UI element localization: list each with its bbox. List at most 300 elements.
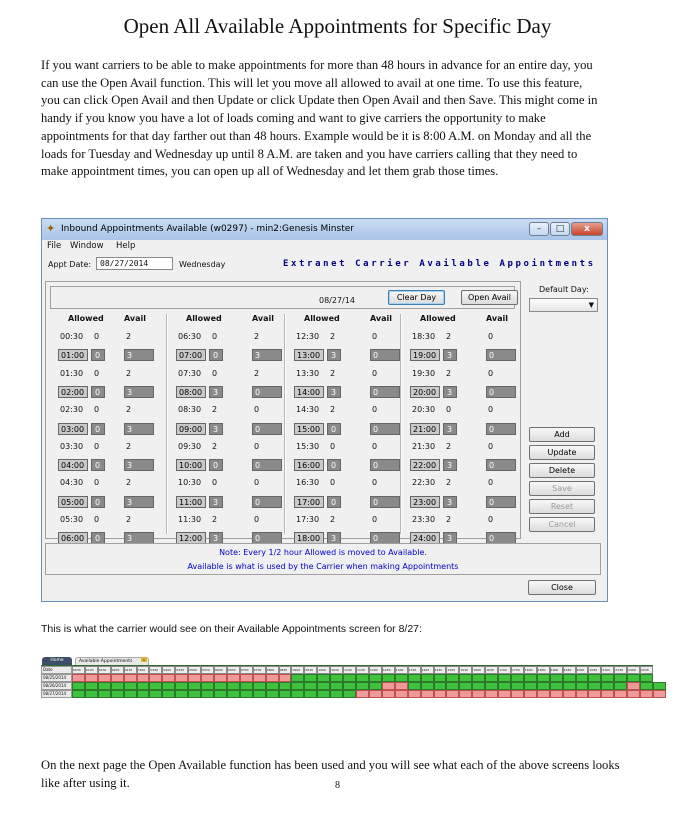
slot-time[interactable]: 10:00 <box>176 459 206 471</box>
avail-value[interactable]: 0 <box>488 332 494 341</box>
available-slot[interactable] <box>253 690 266 698</box>
slot-time[interactable]: 22:00 <box>410 459 440 471</box>
slot-time[interactable]: 17:30 <box>296 515 320 524</box>
allowed-value[interactable]: 0 <box>94 405 100 415</box>
taken-slot[interactable] <box>395 690 408 698</box>
avail-value[interactable]: 0 <box>252 423 282 435</box>
slot-time[interactable]: 24:00 <box>410 532 440 544</box>
allowed-value[interactable]: 0 <box>327 496 341 508</box>
available-slot[interactable] <box>124 690 137 698</box>
allowed-value[interactable]: 3 <box>209 423 223 435</box>
allowed-value[interactable]: 0 <box>91 423 105 435</box>
slot-time[interactable]: 09:30 <box>178 441 202 451</box>
slot-time[interactable]: 17:00 <box>294 496 324 508</box>
allowed-value[interactable]: 3 <box>443 496 457 508</box>
slot-time[interactable]: 02:00 <box>58 386 88 398</box>
taken-slot[interactable] <box>240 674 253 682</box>
taken-slot[interactable] <box>653 690 666 698</box>
allowed-value[interactable]: 3 <box>443 386 457 398</box>
slot-time[interactable]: 06:30 <box>178 332 202 341</box>
slot-time[interactable]: 23:00 <box>410 496 440 508</box>
avail-value[interactable]: 0 <box>372 332 378 341</box>
avail-value[interactable]: 3 <box>124 459 154 471</box>
available-slot[interactable] <box>317 690 330 698</box>
available-slot[interactable] <box>588 682 601 690</box>
title-bar[interactable] <box>42 219 607 240</box>
allowed-value[interactable]: 0 <box>327 459 341 471</box>
slot-time[interactable]: 21:00 <box>410 423 440 435</box>
taken-slot[interactable] <box>369 690 382 698</box>
taken-slot[interactable] <box>201 674 214 682</box>
available-slot[interactable] <box>498 674 511 682</box>
taken-slot[interactable] <box>188 674 201 682</box>
avail-value[interactable]: 3 <box>124 496 154 508</box>
taken-slot[interactable] <box>472 690 485 698</box>
available-slot[interactable] <box>601 682 614 690</box>
available-slot[interactable] <box>124 682 137 690</box>
allowed-value[interactable]: 2 <box>446 441 452 451</box>
slot-time[interactable]: 02:30 <box>60 405 84 415</box>
available-slot[interactable] <box>291 674 304 682</box>
avail-value[interactable]: 0 <box>254 478 260 488</box>
avail-value[interactable]: 2 <box>126 332 132 341</box>
available-slot[interactable] <box>330 682 343 690</box>
taken-slot[interactable] <box>253 674 266 682</box>
slot-time[interactable]: 22:30 <box>412 478 436 488</box>
slot-time[interactable]: 04:30 <box>60 478 84 488</box>
avail-value[interactable]: 0 <box>252 496 282 508</box>
available-slot[interactable] <box>627 674 640 682</box>
avail-value[interactable]: 2 <box>126 405 132 415</box>
available-slot[interactable] <box>304 682 317 690</box>
available-slot[interactable] <box>175 682 188 690</box>
taken-slot[interactable] <box>382 690 395 698</box>
update-button[interactable]: Update <box>529 445 595 460</box>
taken-slot[interactable] <box>175 674 188 682</box>
avail-value[interactable]: 0 <box>370 386 400 398</box>
available-slot[interactable] <box>343 690 356 698</box>
allowed-value[interactable]: 3 <box>209 496 223 508</box>
available-slot[interactable] <box>369 674 382 682</box>
slot-time[interactable]: 10:30 <box>178 478 202 488</box>
allowed-value[interactable]: 0 <box>212 478 218 488</box>
available-slot[interactable] <box>137 690 150 698</box>
avail-value[interactable]: 2 <box>126 441 132 451</box>
available-slot[interactable] <box>343 682 356 690</box>
allowed-value[interactable]: 2 <box>330 368 336 378</box>
available-slot[interactable] <box>408 682 421 690</box>
avail-value[interactable]: 3 <box>124 423 154 435</box>
appt-date-input[interactable]: 08/27/2014 <box>96 257 173 270</box>
available-slot[interactable] <box>576 674 589 682</box>
allowed-value[interactable]: 0 <box>94 368 100 378</box>
available-slot[interactable] <box>317 674 330 682</box>
taken-slot[interactable] <box>266 674 279 682</box>
slot-time[interactable]: 07:00 <box>176 349 206 361</box>
available-slot[interactable] <box>601 674 614 682</box>
taken-slot[interactable] <box>382 682 395 690</box>
allowed-value[interactable]: 3 <box>209 386 223 398</box>
menu-window[interactable]: Window <box>70 241 104 251</box>
avail-value[interactable]: 0 <box>372 478 378 488</box>
allowed-value[interactable]: 0 <box>91 496 105 508</box>
available-slot[interactable] <box>459 674 472 682</box>
available-slot[interactable] <box>266 690 279 698</box>
allowed-value[interactable]: 2 <box>330 515 336 524</box>
available-slot[interactable] <box>253 682 266 690</box>
available-slot[interactable] <box>434 682 447 690</box>
avail-value[interactable]: 0 <box>372 405 378 415</box>
avail-value[interactable]: 2 <box>126 368 132 378</box>
available-slot[interactable] <box>653 682 666 690</box>
slot-time[interactable]: 07:30 <box>178 368 202 378</box>
allowed-value[interactable]: 3 <box>443 532 457 544</box>
avail-value[interactable]: 0 <box>254 515 260 524</box>
slot-time[interactable]: 13:00 <box>294 349 324 361</box>
allowed-value[interactable]: 2 <box>330 405 336 415</box>
slot-time[interactable]: 16:00 <box>294 459 324 471</box>
slot-time[interactable]: 15:30 <box>296 441 320 451</box>
avail-value[interactable]: 3 <box>124 349 154 361</box>
allowed-value[interactable]: 0 <box>446 405 452 415</box>
available-slot[interactable] <box>472 682 485 690</box>
available-slot[interactable] <box>485 674 498 682</box>
available-slot[interactable] <box>266 682 279 690</box>
allowed-value[interactable]: 0 <box>212 332 218 341</box>
allowed-value[interactable]: 3 <box>443 459 457 471</box>
slot-time[interactable]: 16:30 <box>296 478 320 488</box>
available-slot[interactable] <box>227 690 240 698</box>
avail-value[interactable]: 0 <box>370 349 400 361</box>
avail-value[interactable]: 0 <box>370 423 400 435</box>
available-slot[interactable] <box>369 682 382 690</box>
available-slot[interactable] <box>550 682 563 690</box>
avail-value[interactable]: 0 <box>488 368 494 378</box>
avail-value[interactable]: 0 <box>254 405 260 415</box>
available-slot[interactable] <box>459 682 472 690</box>
available-slot[interactable] <box>446 682 459 690</box>
taken-slot[interactable] <box>137 674 150 682</box>
slot-time[interactable]: 13:30 <box>296 368 320 378</box>
allowed-value[interactable]: 0 <box>94 332 100 341</box>
taken-slot[interactable] <box>614 690 627 698</box>
allowed-value[interactable]: 0 <box>209 349 223 361</box>
avail-value[interactable]: 0 <box>252 459 282 471</box>
avail-value[interactable]: 0 <box>252 532 282 544</box>
available-slot[interactable] <box>576 682 589 690</box>
avail-value[interactable]: 2 <box>254 332 260 341</box>
taken-slot[interactable] <box>162 674 175 682</box>
taken-slot[interactable] <box>627 690 640 698</box>
available-slot[interactable] <box>137 682 150 690</box>
available-slot[interactable] <box>304 674 317 682</box>
available-slot[interactable] <box>85 690 98 698</box>
add-button[interactable]: Add <box>529 427 595 442</box>
taken-slot[interactable] <box>421 690 434 698</box>
available-slot[interactable] <box>201 690 214 698</box>
taken-slot[interactable] <box>214 674 227 682</box>
available-slot[interactable] <box>614 682 627 690</box>
slot-time[interactable]: 03:00 <box>58 423 88 435</box>
allowed-value[interactable]: 0 <box>94 478 100 488</box>
tab-home[interactable]: Home <box>42 657 72 665</box>
available-slot[interactable] <box>279 690 292 698</box>
available-slot[interactable] <box>537 674 550 682</box>
avail-value[interactable]: 0 <box>486 532 516 544</box>
available-slot[interactable] <box>72 682 85 690</box>
taken-slot[interactable] <box>408 690 421 698</box>
allowed-value[interactable]: 0 <box>209 459 223 471</box>
avail-value[interactable]: 0 <box>488 515 494 524</box>
allowed-value[interactable]: 0 <box>212 368 218 378</box>
available-slot[interactable] <box>304 690 317 698</box>
avail-value[interactable]: 0 <box>486 459 516 471</box>
available-slot[interactable] <box>85 682 98 690</box>
allowed-value[interactable]: 2 <box>330 332 336 341</box>
available-slot[interactable] <box>563 674 576 682</box>
slot-time[interactable]: 20:00 <box>410 386 440 398</box>
available-slot[interactable] <box>330 674 343 682</box>
available-slot[interactable] <box>317 682 330 690</box>
avail-value[interactable]: 0 <box>486 386 516 398</box>
taken-slot[interactable] <box>356 690 369 698</box>
available-slot[interactable] <box>446 674 459 682</box>
slot-time[interactable]: 23:30 <box>412 515 436 524</box>
slot-time[interactable]: 14:30 <box>296 405 320 415</box>
slot-time[interactable]: 12:30 <box>296 332 320 341</box>
available-slot[interactable] <box>240 690 253 698</box>
slot-time[interactable]: 09:00 <box>176 423 206 435</box>
slot-time[interactable]: 15:00 <box>294 423 324 435</box>
close-window-button[interactable]: x <box>571 222 603 236</box>
tab-close-icon[interactable]: x <box>143 657 145 662</box>
available-slot[interactable] <box>395 674 408 682</box>
available-slot[interactable] <box>330 690 343 698</box>
slot-time[interactable]: 21:30 <box>412 441 436 451</box>
taken-slot[interactable] <box>640 690 653 698</box>
cancel-button[interactable]: Cancel <box>529 517 595 532</box>
slot-time[interactable]: 20:30 <box>412 405 436 415</box>
allowed-value[interactable]: 3 <box>327 386 341 398</box>
minimize-button[interactable]: – <box>529 222 549 236</box>
taken-slot[interactable] <box>434 690 447 698</box>
available-slot[interactable] <box>511 674 524 682</box>
taken-slot[interactable] <box>537 690 550 698</box>
taken-slot[interactable] <box>576 690 589 698</box>
available-slot[interactable] <box>382 674 395 682</box>
clear-day-button[interactable]: Clear Day <box>388 290 445 305</box>
taken-slot[interactable] <box>72 674 85 682</box>
slot-time[interactable]: 11:30 <box>178 515 202 524</box>
avail-value[interactable]: 3 <box>124 386 154 398</box>
avail-value[interactable]: 3 <box>252 349 282 361</box>
available-slot[interactable] <box>279 682 292 690</box>
avail-value[interactable]: 0 <box>370 496 400 508</box>
slot-time[interactable]: 03:30 <box>60 441 84 451</box>
slot-time[interactable]: 01:30 <box>60 368 84 378</box>
slot-time[interactable]: 14:00 <box>294 386 324 398</box>
available-slot[interactable] <box>485 682 498 690</box>
available-slot[interactable] <box>472 674 485 682</box>
slot-time[interactable]: 05:30 <box>60 515 84 524</box>
available-slot[interactable] <box>214 690 227 698</box>
avail-value[interactable]: 2 <box>126 478 132 488</box>
available-slot[interactable] <box>214 682 227 690</box>
available-slot[interactable] <box>524 682 537 690</box>
avail-value[interactable]: 0 <box>254 441 260 451</box>
available-slot[interactable] <box>550 674 563 682</box>
avail-value[interactable]: 0 <box>486 349 516 361</box>
available-slot[interactable] <box>175 690 188 698</box>
slot-time[interactable]: 04:00 <box>58 459 88 471</box>
taken-slot[interactable] <box>563 690 576 698</box>
allowed-value[interactable]: 0 <box>94 441 100 451</box>
available-slot[interactable] <box>524 674 537 682</box>
avail-value[interactable]: 0 <box>488 405 494 415</box>
allowed-value[interactable]: 0 <box>91 349 105 361</box>
available-slot[interactable] <box>356 682 369 690</box>
slot-time[interactable]: 11:00 <box>176 496 206 508</box>
avail-value[interactable]: 0 <box>486 423 516 435</box>
available-slot[interactable] <box>291 690 304 698</box>
available-slot[interactable] <box>356 674 369 682</box>
available-slot[interactable] <box>162 690 175 698</box>
allowed-value[interactable]: 0 <box>91 459 105 471</box>
available-slot[interactable] <box>72 690 85 698</box>
allowed-value[interactable]: 0 <box>91 386 105 398</box>
tab-available-appointments[interactable] <box>75 657 149 665</box>
available-slot[interactable] <box>498 682 511 690</box>
slot-time[interactable]: 18:00 <box>294 532 324 544</box>
available-slot[interactable] <box>408 674 421 682</box>
allowed-value[interactable]: 3 <box>327 532 341 544</box>
available-slot[interactable] <box>614 674 627 682</box>
taken-slot[interactable] <box>446 690 459 698</box>
slot-time[interactable]: 06:00 <box>58 532 88 544</box>
open-avail-button[interactable]: Open Avail <box>461 290 518 305</box>
allowed-value[interactable]: 2 <box>446 515 452 524</box>
available-slot[interactable] <box>640 682 653 690</box>
taken-slot[interactable] <box>395 682 408 690</box>
allowed-value[interactable]: 3 <box>327 349 341 361</box>
default-day-select[interactable] <box>529 298 598 312</box>
maximize-button[interactable]: □ <box>550 222 570 236</box>
taken-slot[interactable] <box>98 674 111 682</box>
avail-value[interactable]: 0 <box>372 441 378 451</box>
allowed-value[interactable]: 3 <box>443 423 457 435</box>
available-slot[interactable] <box>588 674 601 682</box>
available-slot[interactable] <box>421 682 434 690</box>
slot-time[interactable]: 19:30 <box>412 368 436 378</box>
avail-value[interactable]: 2 <box>126 515 132 524</box>
slot-time[interactable]: 01:00 <box>58 349 88 361</box>
avail-value[interactable]: 0 <box>488 441 494 451</box>
slot-time[interactable]: 19:00 <box>410 349 440 361</box>
allowed-value[interactable]: 2 <box>446 368 452 378</box>
close-button[interactable]: Close <box>528 580 596 595</box>
taken-slot[interactable] <box>227 674 240 682</box>
allowed-value[interactable]: 0 <box>327 423 341 435</box>
avail-value[interactable]: 0 <box>486 496 516 508</box>
allowed-value[interactable]: 2 <box>212 515 218 524</box>
available-slot[interactable] <box>98 682 111 690</box>
taken-slot[interactable] <box>498 690 511 698</box>
available-slot[interactable] <box>563 682 576 690</box>
available-slot[interactable] <box>188 682 201 690</box>
slot-time[interactable]: 00:30 <box>60 332 84 341</box>
avail-value[interactable]: 0 <box>488 478 494 488</box>
available-slot[interactable] <box>240 682 253 690</box>
allowed-value[interactable]: 2 <box>212 441 218 451</box>
taken-slot[interactable] <box>149 674 162 682</box>
available-slot[interactable] <box>343 674 356 682</box>
taken-slot[interactable] <box>511 690 524 698</box>
menu-help[interactable]: Help <box>116 241 136 251</box>
available-slot[interactable] <box>149 682 162 690</box>
slot-time[interactable]: 08:30 <box>178 405 202 415</box>
avail-value[interactable]: 0 <box>252 386 282 398</box>
taken-slot[interactable] <box>124 674 137 682</box>
available-slot[interactable] <box>421 674 434 682</box>
allowed-value[interactable]: 3 <box>443 349 457 361</box>
allowed-value[interactable]: 2 <box>446 332 452 341</box>
allowed-value[interactable]: 0 <box>91 532 105 544</box>
avail-value[interactable]: 2 <box>254 368 260 378</box>
avail-value[interactable]: 0 <box>372 515 378 524</box>
available-slot[interactable] <box>537 682 550 690</box>
taken-slot[interactable] <box>85 674 98 682</box>
slot-time[interactable]: 08:00 <box>176 386 206 398</box>
available-slot[interactable] <box>111 682 124 690</box>
taken-slot[interactable] <box>111 674 124 682</box>
taken-slot[interactable] <box>459 690 472 698</box>
available-slot[interactable] <box>640 674 653 682</box>
allowed-value[interactable]: 3 <box>209 532 223 544</box>
taken-slot[interactable] <box>627 682 640 690</box>
taken-slot[interactable] <box>524 690 537 698</box>
available-slot[interactable] <box>111 690 124 698</box>
save-button[interactable]: Save <box>529 481 595 496</box>
available-slot[interactable] <box>98 690 111 698</box>
menu-file[interactable]: File <box>47 241 62 251</box>
available-slot[interactable] <box>511 682 524 690</box>
taken-slot[interactable] <box>550 690 563 698</box>
available-slot[interactable] <box>149 690 162 698</box>
reset-button[interactable]: Reset <box>529 499 595 514</box>
available-slot[interactable] <box>162 682 175 690</box>
taken-slot[interactable] <box>588 690 601 698</box>
slot-time[interactable]: 05:00 <box>58 496 88 508</box>
taken-slot[interactable] <box>279 674 292 682</box>
allowed-value[interactable]: 2 <box>446 478 452 488</box>
allowed-value[interactable]: 0 <box>330 441 336 451</box>
taken-slot[interactable] <box>485 690 498 698</box>
available-slot[interactable] <box>227 682 240 690</box>
available-slot[interactable] <box>188 690 201 698</box>
allowed-value[interactable]: 0 <box>330 478 336 488</box>
avail-value[interactable]: 0 <box>370 459 400 471</box>
allowed-value[interactable]: 0 <box>94 515 100 524</box>
slot-time[interactable]: 18:30 <box>412 332 436 341</box>
avail-value[interactable]: 3 <box>124 532 154 544</box>
available-slot[interactable] <box>434 674 447 682</box>
allowed-value[interactable]: 2 <box>212 405 218 415</box>
available-slot[interactable] <box>291 682 304 690</box>
slot-time[interactable]: 12:00 <box>176 532 206 544</box>
avail-value[interactable]: 0 <box>372 368 378 378</box>
available-slot[interactable] <box>201 682 214 690</box>
avail-value[interactable]: 0 <box>370 532 400 544</box>
